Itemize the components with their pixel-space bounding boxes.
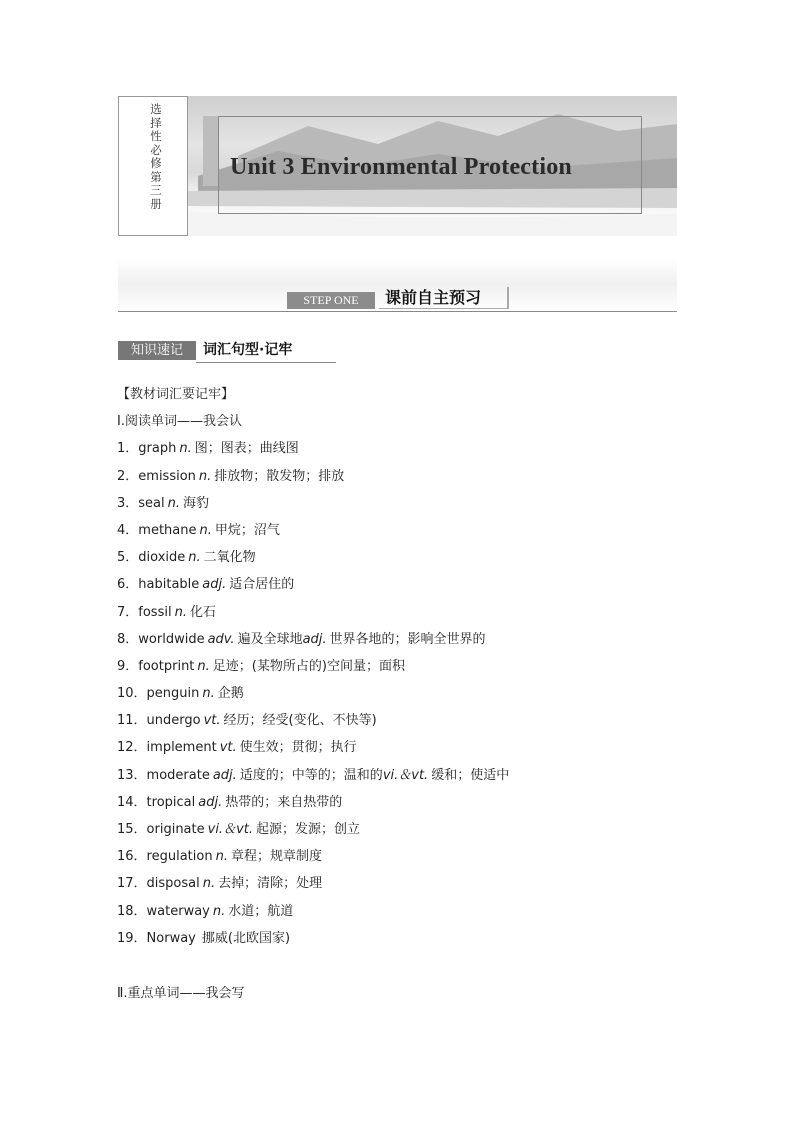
vocab-item: 18．waterway n. 水道；航道 (117, 903, 294, 919)
vocab-item: 10．penguin n. 企鹅 (117, 686, 244, 702)
vocab-item: 13．moderate adj. 适度的；中等的；温和的vi.＆vt. 缓和；使适中 (117, 767, 510, 783)
knowledge-tag: 知识速记 (118, 341, 196, 360)
step-label-en: STEP ONE (287, 292, 375, 309)
vocab-item: 9．footprint n. 足迹；(某物所占的)空间量；面积 (117, 658, 405, 674)
vocab-item: 14．tropical adj. 热带的；来自热带的 (117, 794, 343, 810)
vocab-item: 15．originate vi.＆vt. 起源；发源；创立 (117, 822, 361, 837)
vocab-item: 3．seal n. 海豹 (117, 495, 210, 511)
knowledge-underline (196, 362, 336, 363)
part1-title: Ⅰ.阅读单词——我会认 (117, 414, 242, 430)
vocab-item: 6．habitable adj. 适合居住的 (117, 577, 295, 593)
vocab-item: 12．implement vt. 使生效；贯彻；执行 (117, 740, 357, 756)
title-accent (203, 116, 218, 186)
vocab-content (117, 381, 677, 1007)
vocab-item: 5．dioxide n. 二氧化物 (117, 550, 256, 566)
step-label-cn: 课前自主预习 (379, 287, 509, 309)
vocab-item: 7．fossil n. 化石 (117, 604, 216, 620)
side-tab (118, 96, 188, 236)
vocab-item: 16．regulation n. 章程；规章制度 (117, 849, 322, 865)
unit-title: Unit 3 Environmental Protection (230, 154, 572, 180)
vocab-item: 1．graph n. 图；图表；曲线图 (117, 441, 299, 457)
volume-label: 选择性必修第三册 (150, 102, 162, 211)
vocab-item: 8．worldwide adv. 遍及全球地adj. 世界各地的；影响全世界的 (117, 631, 486, 647)
part2-title: Ⅱ.重点单词——我会写 (117, 985, 245, 1001)
vocab-item: 4．methane n. 甲烷；沼气 (117, 522, 280, 538)
vocab-item: 17．disposal n. 去掉；清除；处理 (117, 876, 323, 892)
knowledge-title: 词汇句型·记牢 (203, 342, 293, 358)
vocab-list (117, 435, 677, 952)
section-title: 【教材词汇要记牢】 (117, 387, 235, 402)
vocab-item: 2．emission n. 排放物；散发物；排放 (117, 468, 345, 484)
vocab-item: 19．Norway 挪威(北欧国家) (117, 930, 291, 946)
vocab-item: 11．undergo vt. 经历；经受(变化、不快等) (117, 713, 377, 729)
